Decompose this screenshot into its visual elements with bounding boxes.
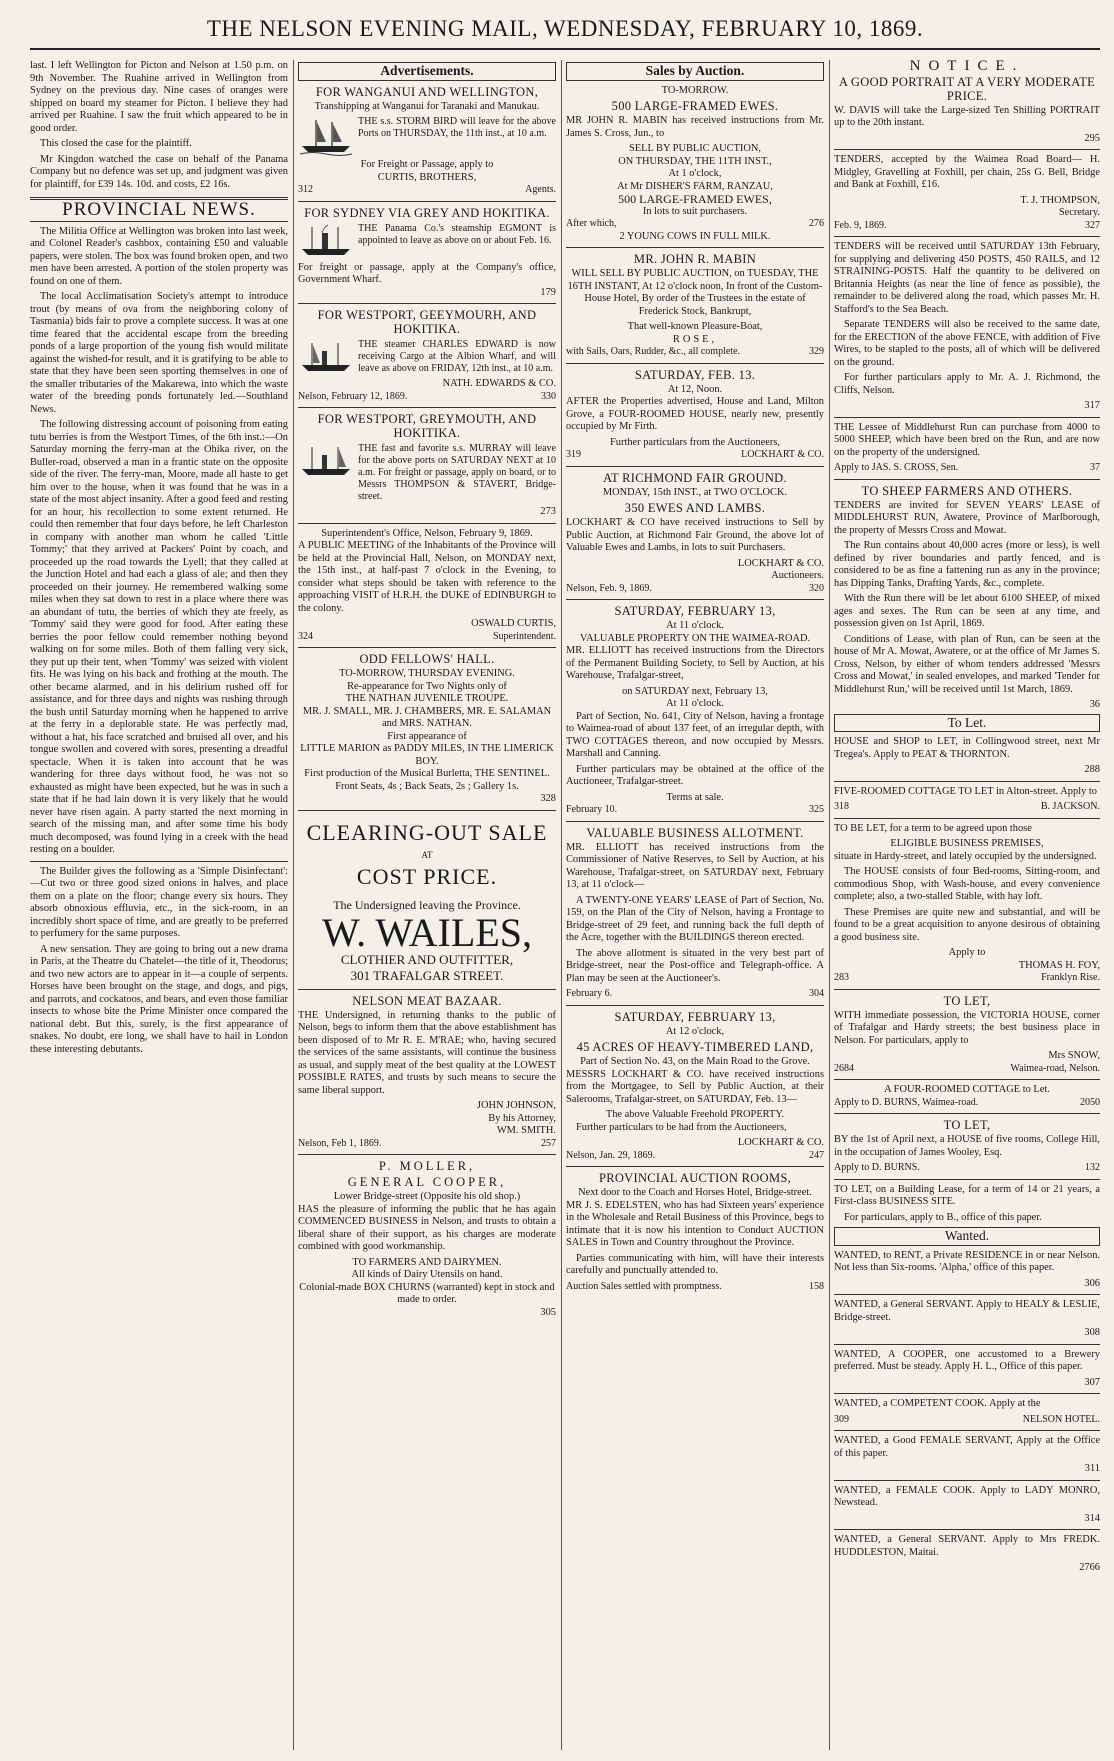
auction-body: A TWENTY-ONE YEARS' LEASE of Part of Section, No. 159, on the Plan of the City of Nelson, having a Frontage to Bridge-street of 29 feet, and running back the full depth of the Acre, together with the BUILDINGS thereon erected. — [566, 894, 824, 943]
auction — [566, 252, 824, 359]
article-paragraph: The Militia Office at Wellington was broken into last week, and Colonel Reader's cashbox, containing £50 and valuable papers, were stolen. The box was found broken open, and two men have been arrested. A portion of the stolen property was found on one of them. — [30, 225, 288, 287]
wanted-place: NELSON HOTEL. — [1022, 1413, 1100, 1425]
tolet-apply: Apply to D. BURNS. — [834, 1162, 920, 1173]
tolet-body: TO BE LET, for a term to be agreed upon those — [834, 822, 1032, 834]
wanted-number: 306 — [1084, 1277, 1100, 1289]
column-rule — [561, 60, 562, 1750]
tolet-number: 318 — [834, 801, 849, 812]
divider — [298, 523, 556, 524]
auction-further: Further particulars may be obtained at the office of the Auctioneer, Trafalgar-street. — [566, 763, 824, 787]
tolet-body: For particulars, apply to B., office of this paper. — [844, 1211, 1042, 1223]
wanted-number: 308 — [1084, 1327, 1100, 1338]
auction — [566, 471, 824, 596]
advert-body: THE steamer CHARLES EDWARD is now receiving Cargo at the Albion Wharf, and will leave as above on FRIDAY, 12th inst., at 10 a.m. — [358, 339, 556, 374]
auction-number: 329 — [809, 346, 824, 357]
divider — [566, 247, 824, 248]
advert-subtitle: The Undersigned leaving the Province. — [333, 898, 521, 912]
column-3 — [566, 60, 824, 1750]
auction-line: with Sails, Oars, Rudder, &c., all complete. — [566, 346, 741, 357]
tolet-body: The HOUSE consists of four Bed-rooms, Sitting-room, and commodious Shop, with Wash-house, and every convenience complete; also, a two-stalled Stable, with hay loft. — [834, 866, 1100, 902]
advert-agent: CURTIS, BROTHERS, — [377, 171, 477, 183]
tolet-title: TO LET, — [943, 993, 991, 1008]
advert-number: 312 — [298, 184, 313, 195]
article-paragraph: The local Acclimatisation Society's attempt to introduce trout (by means of ova from the neighboring colony of Tasmania) bids fair to prove a complete success. It was at one time feared that the accidental escape from the breeding ponds of a large proportion of the young fish would militate against the wished-for result, and it is gratifying to be able to state that they have been seen sporting themselves in one of the smaller tributaries of the Makarewa, into which the waste water of the breeding ponds fortunately led.—Southland News. — [30, 291, 288, 415]
wanted-body: WANTED, a General SERVANT. Apply to HEALY & LESLIE, Bridge-street. — [834, 1299, 1100, 1323]
auction-title: SATURDAY, FEBRUARY 13, — [614, 1009, 776, 1024]
divider — [298, 989, 556, 990]
notice-title: A GOOD PORTRAIT AT A VERY MODERATE PRICE. — [838, 74, 1096, 103]
wanted-number: 311 — [1084, 1463, 1100, 1474]
tolet-apply: Apply to D. BURNS, Waimea-road. — [834, 1096, 979, 1108]
ship-icon — [298, 116, 354, 156]
wanted-number: 309 — [834, 1413, 849, 1425]
divider — [298, 407, 556, 408]
auction-terms: Terms at sale. — [666, 791, 724, 803]
auction-title: VALUABLE BUSINESS ALLOTMENT. — [586, 825, 804, 840]
auction-line: ROSE, — [672, 333, 718, 345]
divider — [566, 1166, 824, 1167]
article-paragraph: The following distressing account of poisoning from eating tutu berries is from the Westport Times, of the 6th inst.:—On Saturday morning the ferry-man at the Ohika river, on the Buller-road, observed a man in a frantic state on the opposite side of the river. The ferry-man, Moore, made all haste to get him over to the house, when it was found that he was in a state of the most abject insanity. After a good feed and resting for an hour, his recollection to some extent returned. He could then remember that four days before, he left Charleston in company with another man whom he called 'Little Tommy;' that they arrived at Packers' Point by coach, and proceeded up the road towards the Lyell; that they called at the Junction Hotel and had each a glass of ale; and then they proceeded on their journey. He remembered walking some miles when they sat down to rest in a place where there was an abundant of tutu, the berries of which they ate freely, as 'Tommy' said they were good for food. After eating these berries the poor fellow could remember nothing beyond walking on for some miles. Both of them falling very sick, they put up their tent, when 'Tommy' was seized with violent fits. He was lying on his back and frothing at the mouth. The other became alarmed, and in his delirium rushed off for assistance, and for three days and nights was rushing through the bush until Saturday morning when he happened to arrive at the ferry in a deplorable state. He was perfectly mad, without a hat, his face scratched and bruised all over, and his tongue swollen and covered with sores, presenting a dreadful spectacle. When it is taken into account that he was wandering for three days without food, he was not so exhausted as might have been expected, but he was in such a state that if he had lain down it is very likely that he would never have risen again. A party started the next morning in search of the missing man, and after some time his body much decomposed, was found lying in a creek with the head resting on a boulder. — [30, 419, 288, 855]
tolet-signer: Mrs SNOW, — [1048, 1050, 1100, 1061]
auction-subtitle: Part of Section No. 43, on the Main Road to the Grove. — [580, 1056, 810, 1067]
advert — [298, 308, 556, 403]
auction-title: PROVINCIAL AUCTION ROOMS, — [598, 1171, 792, 1185]
advert-at: AT — [421, 849, 433, 860]
advert-line: LITTLE MARION as PADDY MILES, IN THE LIMERICK BOY. — [300, 743, 554, 767]
advert-body: THE Undersigned, in returning thanks to the public of Nelson, begs to inform them that the above establishment has been disposed of to Mr R. E. M'RAE; who, having secured the services of the same assistants, will continue the business as usual, and supply meat of the best quality at the LOWEST POSSIBLE RATES, and trusts by such means to secure the same liberal support. — [298, 1009, 556, 1096]
advert-agent: NATH. EDWARDS & CO. — [442, 378, 556, 389]
tolet-body: situate in Hardy-street, and lately occupied by the undersigned. — [834, 850, 1097, 862]
notice-body: TENDERS will be received until SATURDAY 13th February, for supplying and delivering 450 POSTS, 450 RAILS, and 12 STRAINING-POSTS. Half the quantity to be delivered on Britannia Heights (as near the line of fence as possible), the remainder to be delivered along the road, which passes Mr. H. Stafford's to the Sea Beach. — [834, 241, 1100, 315]
tolet-signer: THOMAS H. FOY, — [1018, 959, 1100, 971]
auction-role: Auctioneers. — [771, 570, 824, 581]
section-header: NOTICE. — [909, 60, 1025, 74]
tolet-number: 2684 — [834, 1062, 854, 1074]
wanted-body: WANTED, to RENT, a Private RESIDENCE in or near Nelson. Not less than Six-rooms. 'Alpha,' office of this paper. — [834, 1249, 1100, 1273]
advert-number: 179 — [540, 286, 556, 298]
notice-body: W. DAVIS will take the Large-sized Ten Shilling PORTRAIT up to the 20th instant. — [834, 104, 1100, 128]
advert-role: Superintendent. — [492, 630, 556, 642]
auction-title: SATURDAY, FEBRUARY 13, — [614, 604, 776, 618]
auction-line: The above Valuable Freehold PROPERTY. — [605, 1109, 785, 1120]
section-header: Wanted. — [834, 1227, 1100, 1246]
auction-number: 276 — [809, 218, 824, 229]
auction-line: 2 YOUNG COWS IN FULL MILK. — [619, 230, 771, 242]
divider — [834, 1079, 1100, 1080]
auction-time: At 11 o'clock. — [666, 620, 724, 631]
article-paragraph: A new sensation. They are going to bring out a new drama in Paris, at the Theatre du Chatelet—the title of it, Theodorus; and two new actors are to appear in it—a couple of serpents. Horses have been brought on the stage, and dogs, and pigs, and parrots, and cockatoos, and bears, and even those familiar insects to whose bite the Prime Minister once compared the national debt. But this, surely, is the first appearance of snakes. No doubt, ere long, we shall have to hail in London these interesting debutants. — [30, 943, 288, 1055]
auction-body: MR J. S. EDELSTEN, who has had Sixteen years' experience in the Wholesale and Retail Business of this Province, begs to intimate that it is now his intention to Conduct AUCTION SALES in Town and Country throughout the Province. — [566, 1199, 824, 1248]
auction-date: Nelson, Jan. 29, 1869. — [566, 1149, 656, 1161]
divider — [834, 989, 1100, 990]
auction-body: Part of Section, No. 641, City of Nelson, having a frontage to Waimea-road of about 137 feet, of an irregular depth, with TWO COTTAGES thereon, and now occupied by Messrs. Marshall and Canning. — [566, 710, 824, 759]
advert-number: 273 — [540, 506, 556, 517]
auction-subtitle: Next door to the Coach and Horses Hotel, Bridge-street. — [578, 1187, 812, 1198]
notice-number: 317 — [1084, 400, 1100, 411]
divider — [298, 201, 556, 202]
auction-line: At 11 o'clock. — [666, 698, 724, 709]
column-1 — [30, 60, 288, 1750]
wanted-body: WANTED, a General SERVANT. Apply to Mrs FREDK. HUDDLESTON, Maitai. — [834, 1534, 1100, 1558]
auction-date: February 6. — [566, 988, 613, 999]
tolet-number: 283 — [834, 972, 849, 983]
auction-number: 320 — [809, 582, 824, 594]
tolet-body: FIVE-ROOMED COTTAGE TO LET in Alton-street. Apply to — [834, 785, 1097, 797]
auction-head: 45 ACRES OF HEAVY-TIMBERED LAND, — [576, 1040, 814, 1054]
auction-line: on SATURDAY next, February 13, — [622, 685, 768, 697]
auction-body: MR JOHN R. MABIN has received instructions from Mr. James S. Cross, Jun., to — [566, 115, 824, 139]
auction — [566, 604, 824, 817]
advert-address: Lower Bridge-street (Opposite his old shop.) — [333, 1191, 521, 1202]
tolet-body: A FOUR-ROOMED COTTAGE to Let. — [884, 1084, 1050, 1095]
advert-trade: GENERAL COOPER, — [347, 1175, 507, 1189]
tolet-apply: Apply to — [948, 947, 986, 958]
divider — [566, 466, 824, 467]
tolet-agent: B. JACKSON. — [1040, 801, 1100, 812]
divider — [566, 1005, 824, 1006]
notice-body: For further particulars apply to Mr. A. J. Richmond, the Cliffs, Nelson. — [834, 372, 1100, 396]
advert-contact: For freight or passage, apply at the Company's office, Government Wharf. — [298, 261, 556, 285]
auction-number: 304 — [809, 988, 824, 999]
auction-line: In lots to suit purchasers. — [642, 205, 748, 217]
notice-body: Separate TENDERS will also be received to the same date, for the ERECTION of the above FENCE, with addition of Five Wires, to be stapled to the posts, all of which will be delivered on the ground. — [834, 319, 1100, 368]
advert-subtitle: Transhipping at Wanganui for Taranaki and Manukau. — [314, 100, 540, 112]
advert-title: FOR SYDNEY VIA GREY AND HOKITIKA. — [304, 205, 550, 220]
advert-title: P. MOLLER, — [378, 1159, 476, 1173]
advert-signer: JOHN JOHNSON, — [476, 1100, 556, 1111]
divider — [834, 781, 1100, 782]
section-header: Sales by Auction. — [566, 62, 824, 81]
notice-role: Secretary. — [1058, 207, 1100, 218]
notice-body: THE Lessee of Middlehurst Run can purchase from 4000 to 5000 SHEEP, which have been bred on the Run, and are now on the property of the undersigned. — [834, 421, 1100, 458]
column-2 — [298, 60, 556, 1750]
auction-further: Further particulars to be had from the Auctioneers, — [576, 1121, 787, 1133]
wanted-body: WANTED, A COOPER, one accustomed to a Brewery preferred. Must be steady. Apply H. L., Office of this paper. — [834, 1348, 1100, 1372]
divider — [834, 479, 1100, 480]
auction-line: 500 LARGE-FRAMED EWES, — [618, 192, 772, 206]
divider — [834, 1294, 1100, 1295]
tolet-head: ELIGIBLE BUSINESS PREMISES, — [890, 838, 1044, 849]
column-rule — [293, 60, 294, 1750]
auction-body: Parties communicating with him, will have their interests carefully and punctually attended to. — [566, 1252, 824, 1276]
wanted-number: 2766 — [1079, 1562, 1100, 1573]
divider — [834, 818, 1100, 819]
divider — [566, 363, 824, 364]
divider — [298, 810, 556, 811]
advert — [298, 528, 556, 644]
ship-icon — [298, 339, 354, 375]
auction-when: MONDAY, 15th INST., at TWO O'CLOCK. — [602, 486, 788, 498]
divider — [298, 303, 556, 304]
auction-title: MR. JOHN R. MABIN — [633, 252, 757, 266]
advert-number: 257 — [541, 1137, 556, 1149]
advert-title: CLEARING-OUT SALE — [306, 819, 548, 845]
auction-line: At 1 o'clock, — [668, 168, 722, 179]
advert — [298, 1159, 556, 1319]
auction — [566, 826, 824, 1001]
advert-title: NELSON MEAT BAZAAR. — [352, 993, 502, 1008]
auction-time: At 12, Noon. — [667, 383, 723, 395]
advert-body: HAS the pleasure of informing the public that he has again COMMENCED BUSINESS in Nelson, and trusts to obtain a liberal share of their support, as his charges are moderate combined with good workmanship. — [298, 1203, 556, 1252]
divider — [834, 149, 1100, 150]
tolet-address: Franklyn Rise. — [1041, 972, 1100, 983]
article-paragraph: This closed the case for the plaintiff. — [40, 138, 192, 149]
tolet-body: TO LET, on a Building Lease, for a term of 14 or 21 years, a First-class BUSINESS SITE. — [834, 1183, 1100, 1207]
advert-trade: CLOTHIER AND OUTFITTER, — [340, 951, 514, 967]
advert-head: Superintendent's Office, Nelson, February 9, 1869. — [321, 527, 533, 539]
divider — [834, 1113, 1100, 1114]
auction-body: LOCKHART & CO have received instructions to Sell by Public Auction, at Richmond Fair Ground, the above lot of Valuable Ewes and Lambs, in lots to suit Purchasers. — [566, 517, 824, 553]
notice-number: 327 — [1085, 219, 1100, 231]
advert-line: WM. SMITH. — [496, 1125, 556, 1136]
advert-line: Colonial-made BOX CHURNS (warranted) kept in stock and made to order. — [299, 1281, 555, 1305]
notice-body: TENDERS are invited for SEVEN YEARS' LEASE of MIDDLEHURST RUN, Awatere, Province of Marlborough, the property of Messrs Cross and Mowat. — [834, 499, 1100, 536]
auction-title: AT RICHMOND FAIR GROUND. — [603, 470, 787, 485]
advert-subtitle: TO FARMERS AND DAIRYMEN. — [352, 1256, 502, 1268]
auction-head: VALUABLE PROPERTY ON THE WAIMEA-ROAD. — [579, 632, 811, 644]
auction-head: 350 EWES AND LAMBS. — [624, 501, 766, 515]
advert — [298, 412, 556, 519]
article-paragraph: Mr Kingdon watched the case on behalf of the Panama Company but no defence was set up, and judgment was given for plaintiff, for £39 14s. 10d. and costs, £2 16s. — [30, 153, 288, 190]
divider — [834, 1344, 1100, 1345]
divider — [566, 821, 824, 822]
divider — [834, 1179, 1100, 1180]
auction-body: MESSRS LOCKHART & CO. have received instructions from the Mortgagee, to Sell by Public Auction, at their Salerooms, Trafalgar-street, on SATURDAY, Feb. 13— — [566, 1068, 824, 1105]
advert-number: 328 — [540, 793, 556, 804]
auction — [566, 368, 824, 462]
auction-further: Further particulars from the Auctioneers, — [610, 436, 780, 448]
wanted-body: WANTED, a Good FEMALE SERVANT, Apply at the Office of this paper. — [834, 1435, 1100, 1459]
column-rule — [829, 60, 830, 1750]
auction-body: The above allotment is situated in the very best part of Bridge-street, near the Post-office and Telegraph-office. A Plan may be seen at the Auctioneer's. — [566, 947, 824, 984]
advert-number: 305 — [540, 1306, 556, 1318]
wanted-number: 314 — [1084, 1512, 1100, 1524]
advert — [298, 994, 556, 1151]
auction — [566, 85, 824, 244]
auction-line: ON THURSDAY, THE 11TH INST., — [618, 155, 772, 167]
divider — [298, 1154, 556, 1155]
notice-body: Conditions of Lease, with plan of Run, can be seen at the house of Mr A. Mowat, Awatere, or at the office of Mr James S. Cross, Nelson, by either of whom tenders addressed 'Messrs Cross and Mowat,' in sealed envelopes, and marked 'Tender for Middlehurst Run,' will be received until 1st March, 1869. — [834, 633, 1100, 695]
auction-number: 158 — [809, 1280, 824, 1292]
divider — [834, 1480, 1100, 1481]
article-paragraph: The Builder gives the following as a 'Simple Disinfectant':—Cut two or three good sized onions in halves, and place them on a plate on the floor; change every six hours. They absorb obnoxious effluvia, etc., in the sick-room, in an incredibly short space of time, and are greatly to be preferred to perfumery for the same purposes. — [30, 865, 288, 939]
auction-number: 319 — [566, 449, 581, 460]
advert-address: 301 TRAFALGAR STREET. — [350, 968, 504, 983]
auction-when: TO-MORROW. — [661, 84, 729, 96]
divider — [834, 236, 1100, 237]
advert-line: THE NATHAN JUVENILE TROUPE. — [345, 693, 509, 704]
section-title: PROVINCIAL NEWS. — [62, 199, 256, 220]
advert-line: All kinds of Dairy Utensils on hand. — [351, 1269, 503, 1280]
tolet-body: HOUSE and SHOP to LET, in Collingwood street, next Mr Tregea's. Apply to PEAT & THORNTON. — [834, 736, 1100, 760]
auction-title: 500 LARGE-FRAMED EWES. — [611, 99, 779, 113]
notice-title: TO SHEEP FARMERS AND OTHERS. — [861, 483, 1073, 498]
notice-body: With the Run there will be let about 6100 SHEEP, of mixed ages and sexes. The Run can be seen at any time, and possession given on 1st April, 1869. — [834, 593, 1100, 629]
tolet-body: BY the 1st of April next, a HOUSE of five rooms, College Hill, in the occupation of James Wooley, Esq. — [834, 1134, 1100, 1158]
article-paragraph: last. I left Wellington for Picton and Nelson at 1.50 p.m. on 9th November. The Ruahine arrived in Wellington from Sydney on the previous day. Nine cases of oranges were shipped on board my steamer for Picton. I believe they had arrived per Ruahine. I saw the fruit which appeared to be in good order. — [30, 60, 288, 134]
advert-prices: Front Seats, 4s ; Back Seats, 2s ; Gallery 1s. — [335, 780, 519, 792]
auction-line: SELL BY PUBLIC AUCTION, — [628, 143, 761, 154]
advert-line: First production of the Musical Burletta, THE SENTINEL. — [304, 768, 550, 779]
advert-title: ODD FELLOWS' HALL. — [359, 652, 495, 666]
advert-number: 330 — [541, 390, 556, 402]
notice-number: 295 — [1084, 132, 1100, 144]
advert — [298, 206, 556, 300]
wanted-number: 307 — [1084, 1376, 1100, 1388]
auction-line: At Mr DISHER'S FARM, RANZAU, — [617, 180, 773, 192]
auction-title: SATURDAY, FEB. 13. — [634, 367, 756, 382]
auction-body: MR. ELLIOTT has received instructions from the Directors of the Permanent Building Society, to Sell by Auction, at his Warehouse, Trafalgar-street, — [566, 645, 824, 681]
advert-line: Re-appearance for Two Nights only of — [347, 680, 507, 692]
advert — [298, 85, 556, 197]
auction-time: At 12 o'clock, — [665, 1025, 725, 1037]
tolet-number: 288 — [1084, 764, 1100, 775]
masthead: THE NELSON EVENING MAIL, WEDNESDAY, FEBRUARY 10, 1869. — [30, 16, 1100, 50]
ship-icon — [298, 223, 354, 259]
advert-line: By his Attorney, — [488, 1112, 556, 1124]
advert-date: Nelson, Feb 1, 1869. — [298, 1137, 382, 1149]
auction — [566, 1010, 824, 1163]
tolet-title: TO LET, — [943, 1118, 991, 1132]
notice-number: 37 — [1090, 462, 1100, 473]
advert-title: FOR WANGANUI AND WELLINGTON, — [315, 84, 539, 99]
advert-title: FOR WESTPORT, GREYMOUTH, AND HOKITIKA. — [317, 412, 537, 440]
advert-date: Nelson, February 12, 1869. — [298, 390, 408, 402]
divider — [834, 417, 1100, 418]
advert-signer: OSWALD CURTIS, — [471, 618, 556, 629]
advert-title: COST PRICE. — [356, 864, 498, 889]
tolet-number: 2050 — [1080, 1096, 1100, 1108]
column-4 — [834, 60, 1100, 1750]
auction-body: AFTER the Properties advertised, House and Land, Milton Grove, a FOUR-ROOMED HOUSE, nearly new, presently occupied by Mr Firth. — [566, 396, 824, 432]
tolet-body: These Premises are quite new and substantial, and will be found to be a great acquisition to anyone desirous of obtaining a good business site. — [834, 906, 1100, 943]
notice-body: TENDERS, accepted by the Waimea Road Board— H. Midgley, Gravelling at Foxhill, per chain, 25s G. Bell, Bridge and Bank at Foxhill, £16. — [834, 154, 1100, 190]
auction-number: 325 — [809, 804, 824, 815]
auction-body: WILL SELL BY PUBLIC AUCTION, on TUESDAY, THE 16TH INSTANT, At 12 o'clock noon, In front of the Custom-House Hotel, By order of the Trustees in the estate of Frederick Stock, Bankrupt, — [567, 268, 823, 317]
auction-line: That well-known Pleasure-Boat, — [627, 321, 763, 332]
advert-line: MR. J. SMALL, MR. J. CHAMBERS, MR. E. SALAMAN and MRS. NATHAN. — [302, 705, 552, 729]
advert-role: Agents. — [525, 184, 556, 195]
notice-body: The Run contains about 40,000 acres (more or less), is well defined by river boundaries and partly fenced, and is considered to be as fine a fattening run as any in the province; has Dipping Tanks, Drafting Yards, &c., complete. — [834, 540, 1100, 589]
wanted-body: WANTED, a COMPETENT COOK. Apply at the — [834, 1398, 1041, 1409]
tolet-body: WITH immediate possession, the VICTORIA HOUSE, corner of Trafalgar and Hardy streets; the best business place in Nelson. For particulars, apply to — [834, 1009, 1100, 1046]
divider — [834, 1529, 1100, 1530]
advert — [298, 817, 556, 983]
auction-line: After which, — [566, 218, 617, 229]
divider — [30, 221, 288, 222]
advert-title: FOR WESTPORT, GEEYMOURH, AND HOKITIKA. — [317, 308, 537, 336]
notice-signer: T. J. THOMPSON, — [1020, 194, 1100, 206]
auction-agent: LOCKHART & CO. — [737, 1137, 824, 1148]
divider — [834, 1393, 1100, 1394]
divider — [566, 599, 824, 600]
advert-name: W. WAILES, — [322, 909, 532, 955]
auction-date: February 10. — [566, 804, 618, 815]
tolet-number: 132 — [1085, 1162, 1100, 1173]
divider — [30, 861, 288, 862]
advert-number: 324 — [298, 630, 313, 642]
advert-body: A PUBLIC MEETING of the Inhabitants of the Province will be held at the Provincial Hall, Nelson, on MONDAY next, the 15th inst., at half-past 7 o'clock in the Evening, to consider what steps should be taken with reference to the approaching VISIT of H.R.H. the DUKE of EDINBURGH to the colony. — [298, 540, 556, 614]
tolet-address: Waimea-road, Nelson. — [1010, 1062, 1100, 1074]
section-header: Advertisements. — [298, 62, 556, 81]
wanted-body: WANTED, a FEMALE COOK. Apply to LADY MONRO, Newstead. — [834, 1484, 1100, 1508]
auction-body: MR. ELLIOTT has received instructions from the Commissioner of Native Reserves, to Sell by Auction, at his Warehouse, Trafalgar-street, on SATURDAY next, February 13, at 11 o'clock— — [566, 841, 824, 890]
auction-agent: LOCKHART & CO. — [741, 449, 824, 460]
advert-subtitle: TO-MORROW, THURSDAY EVENING. — [339, 668, 515, 679]
advert-line: First appearance of — [387, 730, 467, 742]
advert-contact: For Freight or Passage, apply to — [360, 159, 494, 170]
divider — [834, 1430, 1100, 1431]
section-header: To Let. — [834, 714, 1100, 733]
auction — [566, 1171, 824, 1293]
divider — [298, 647, 556, 648]
notice-number: 36 — [1089, 699, 1100, 710]
notice-apply: Apply to JAS. S. CROSS, Sen. — [834, 462, 959, 473]
auction-date: Nelson, Feb. 9, 1869. — [566, 582, 652, 594]
auction-number: 247 — [809, 1149, 824, 1161]
advert — [298, 652, 556, 806]
auction-line: Auction Sales settled with promptness. — [566, 1280, 722, 1292]
auction-agent: LOCKHART & CO. — [737, 557, 824, 569]
ship-icon — [298, 443, 354, 479]
advert-body: THE s.s. STORM BIRD will leave for the above Ports on THURSDAY, the 11th inst., at 10 a.m. — [358, 116, 556, 139]
notice-date: Feb. 9, 1869. — [834, 219, 887, 231]
advert-body: THE fast and favorite s.s. MURRAY will leave for the above ports on SATURDAY NEXT at 10 a.m. For freight or passage, apply on board, or to Messrs THOMPSON & STAVERT, Bridge-street. — [358, 443, 556, 502]
advert-body: THE Panama Co.'s steamship EGMONT is appointed to leave as above on or about Feb. 16. — [358, 222, 556, 246]
